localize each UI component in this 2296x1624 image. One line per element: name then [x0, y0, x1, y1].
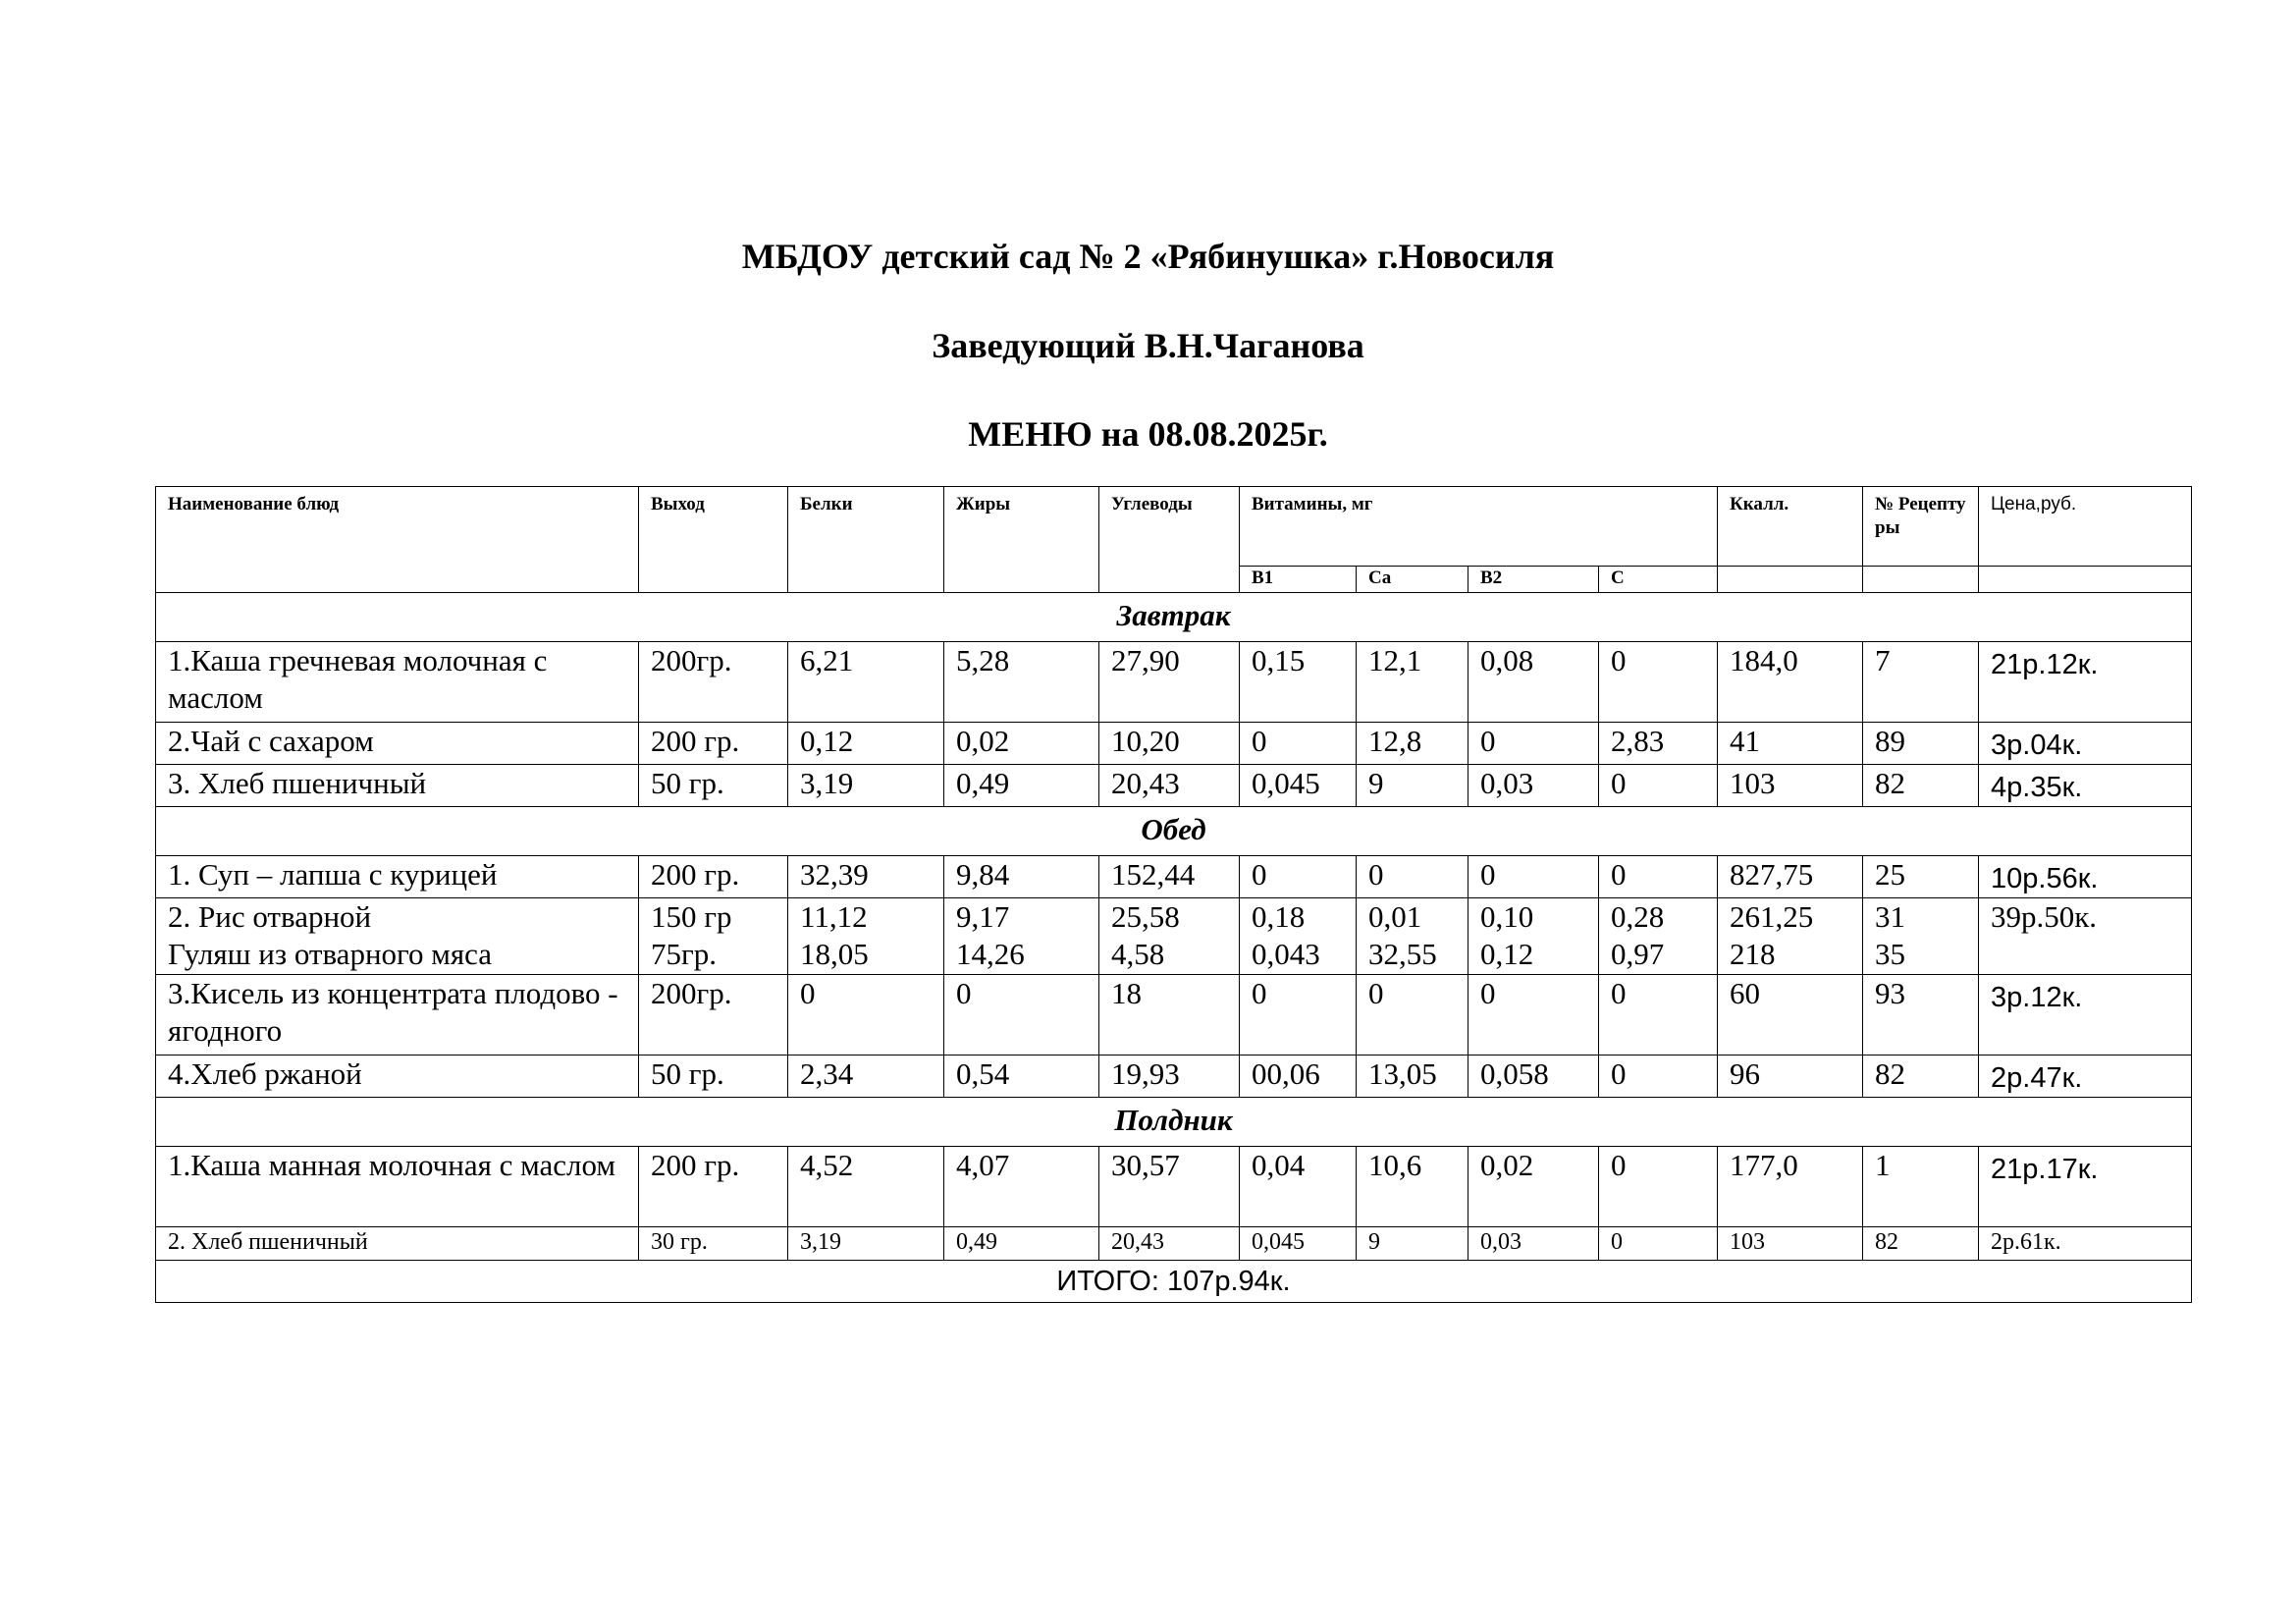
- dish-b1: 0,045: [1240, 765, 1357, 807]
- dish-yield: 200 гр.: [639, 856, 788, 898]
- dish-fat: 0,49: [944, 1227, 1099, 1261]
- dish-b1: 0: [1240, 723, 1357, 765]
- dish-fat-line: 14,26: [956, 937, 1025, 971]
- dish-name: 2. Хлеб пшеничный: [156, 1227, 639, 1261]
- dish-carbs: 10,20: [1099, 723, 1240, 765]
- dish-protein: 3,19: [788, 765, 944, 807]
- dish-b2: 0,03: [1468, 1227, 1599, 1261]
- dish-c: 0: [1599, 1147, 1718, 1227]
- table-row: [156, 765, 2192, 807]
- dish-carbs: 19,93: [1099, 1056, 1240, 1098]
- dish-fat: 5,28: [944, 642, 1099, 723]
- col-header-kcal: Ккалл.: [1718, 487, 1863, 567]
- dish-b1: 0,15: [1240, 642, 1357, 723]
- dish-fat: 0,49: [944, 765, 1099, 807]
- dish-name: 1. Суп – лапша с курицей: [156, 856, 639, 898]
- table-row: [156, 642, 2192, 723]
- dish-b1: 00,06: [1240, 1056, 1357, 1098]
- table-row: [156, 898, 2192, 975]
- dish-protein: 32,39: [788, 856, 944, 898]
- dish-c: 2,83: [1599, 723, 1718, 765]
- dish-protein: 0,12: [788, 723, 944, 765]
- dish-name: 1.Каша манная молочная с маслом: [156, 1147, 639, 1227]
- dish-c: 0: [1599, 765, 1718, 807]
- dish-recipe-line: 35: [1875, 937, 1905, 971]
- dish-protein: 6,21: [788, 642, 944, 723]
- col-header-c: С: [1599, 567, 1718, 593]
- dish-b1: 0: [1240, 975, 1357, 1056]
- dish-name: 3.Кисель из концентрата плодово - ягодного: [156, 975, 639, 1056]
- dish-fat: 0: [944, 975, 1099, 1056]
- dish-price: 10р.56к.: [1979, 856, 2192, 898]
- head-name: Заведующий В.Н.Чаганова: [932, 326, 1364, 365]
- dish-carbs: 20,43: [1099, 765, 1240, 807]
- dish-protein: 0: [788, 975, 944, 1056]
- dish-b2: 0: [1468, 975, 1599, 1056]
- dish-c-line: 0,28: [1611, 899, 1665, 934]
- dish-c: 0: [1599, 975, 1718, 1056]
- dish-protein-line: 18,05: [800, 937, 869, 971]
- table-header-row: [156, 487, 2192, 567]
- dish-ca: 9: [1357, 765, 1468, 807]
- dish-fat: [944, 898, 1099, 975]
- total-label: ИТОГО: 107р.94к.: [156, 1261, 2192, 1303]
- dish-b2-line: 0,12: [1480, 937, 1534, 971]
- col-header-yield: Выход: [639, 487, 788, 593]
- dish-ca-line: 32,55: [1368, 937, 1437, 971]
- dish-b1-line: 0,18: [1252, 899, 1306, 934]
- organization-title: МБДОУ детский сад № 2 «Рябинушка» г.Новосиля: [741, 237, 1555, 276]
- col-header-price: Цена,руб.: [1979, 487, 2192, 567]
- dish-name: 3. Хлеб пшеничный: [156, 765, 639, 807]
- dish-recipe: 93: [1863, 975, 1979, 1056]
- dish-kcal-line: 218: [1730, 937, 1776, 971]
- dish-yield: 50 гр.: [639, 765, 788, 807]
- dish-carbs-line: 25,58: [1111, 899, 1180, 934]
- dish-ca-line: 0,01: [1368, 899, 1422, 934]
- dish-protein: 4,52: [788, 1147, 944, 1227]
- dish-yield-line: 75гр.: [651, 937, 717, 971]
- dish-b1: [1240, 898, 1357, 975]
- dish-c: 0: [1599, 1056, 1718, 1098]
- dish-carbs: [1099, 898, 1240, 975]
- dish-carbs: 27,90: [1099, 642, 1240, 723]
- dish-protein-line: 11,12: [800, 899, 868, 934]
- dish-ca: [1357, 898, 1468, 975]
- dish-yield: 200 гр.: [639, 723, 788, 765]
- dish-price: 39р.50к.: [1979, 898, 2192, 975]
- dish-ca: 9: [1357, 1227, 1468, 1261]
- col-header-name: Наименование блюд: [156, 487, 639, 593]
- section-lunch: [156, 807, 2192, 856]
- dish-price: 3р.04к.: [1979, 723, 2192, 765]
- dish-kcal: 177,0: [1718, 1147, 1863, 1227]
- dish-recipe: 1: [1863, 1147, 1979, 1227]
- dish-b1: 0: [1240, 856, 1357, 898]
- dish-ca: 13,05: [1357, 1056, 1468, 1098]
- dish-ca: 12,8: [1357, 723, 1468, 765]
- col-header-price-sub: [1979, 567, 2192, 593]
- dish-kcal-line: 261,25: [1730, 899, 1814, 934]
- dish-recipe: 82: [1863, 1056, 1979, 1098]
- dish-protein: 3,19: [788, 1227, 944, 1261]
- col-header-kcal-sub: [1718, 567, 1863, 593]
- dish-yield: 200гр.: [639, 975, 788, 1056]
- dish-kcal: 96: [1718, 1056, 1863, 1098]
- dish-kcal: 41: [1718, 723, 1863, 765]
- dish-yield: 200 гр.: [639, 1147, 788, 1227]
- dish-b2: 0: [1468, 856, 1599, 898]
- dish-yield: 50 гр.: [639, 1056, 788, 1098]
- dish-fat: 0,02: [944, 723, 1099, 765]
- dish-carbs: 18: [1099, 975, 1240, 1056]
- dish-b1-line: 0,043: [1252, 937, 1320, 971]
- dish-kcal: 184,0: [1718, 642, 1863, 723]
- dish-c: 0: [1599, 1227, 1718, 1261]
- dish-b2: [1468, 898, 1599, 975]
- dish-kcal: [1718, 898, 1863, 975]
- dish-fat: 9,84: [944, 856, 1099, 898]
- dish-recipe-line: 31: [1875, 899, 1905, 934]
- dish-kcal: 103: [1718, 1227, 1863, 1261]
- col-header-fat: Жиры: [944, 487, 1099, 593]
- total-row: [156, 1261, 2192, 1303]
- section-label: Обед: [156, 807, 2192, 856]
- col-header-protein: Белки: [788, 487, 944, 593]
- dish-price: 3р.12к.: [1979, 975, 2192, 1056]
- dish-name: 1.Каша гречневая молочная с маслом: [156, 642, 639, 723]
- table-row: [156, 1147, 2192, 1227]
- col-header-b1: В1: [1240, 567, 1357, 593]
- dish-protein: 2,34: [788, 1056, 944, 1098]
- dish-recipe: 89: [1863, 723, 1979, 765]
- dish-name-line: Гуляш из отварного мяса: [168, 937, 492, 971]
- section-breakfast: [156, 593, 2192, 642]
- dish-carbs-line: 4,58: [1111, 937, 1165, 971]
- dish-fat: 4,07: [944, 1147, 1099, 1227]
- dish-ca: 0: [1357, 856, 1468, 898]
- dish-c-line: 0,97: [1611, 937, 1665, 971]
- col-header-b2: В2: [1468, 567, 1599, 593]
- dish-yield: 30 гр.: [639, 1227, 788, 1261]
- dish-c: 0: [1599, 642, 1718, 723]
- dish-kcal: 103: [1718, 765, 1863, 807]
- dish-b2: 0,058: [1468, 1056, 1599, 1098]
- table-row: [156, 1227, 2192, 1261]
- dish-b2: 0,08: [1468, 642, 1599, 723]
- dish-price: 21р.12к.: [1979, 642, 2192, 723]
- menu-title: МЕНЮ на 08.08.2025г.: [968, 414, 1328, 454]
- dish-recipe: 82: [1863, 1227, 1979, 1261]
- dish-b2: 0,02: [1468, 1147, 1599, 1227]
- dish-kcal: 827,75: [1718, 856, 1863, 898]
- dish-name-line: 2. Рис отварной: [168, 899, 372, 934]
- dish-carbs: 20,43: [1099, 1227, 1240, 1261]
- section-label: Завтрак: [156, 593, 2192, 642]
- dish-price: 2р.47к.: [1979, 1056, 2192, 1098]
- dish-ca: 0: [1357, 975, 1468, 1056]
- dish-price: 4р.35к.: [1979, 765, 2192, 807]
- dish-protein: [788, 898, 944, 975]
- col-header-recipe-sub: [1863, 567, 1979, 593]
- dish-kcal: 60: [1718, 975, 1863, 1056]
- dish-name: [156, 898, 639, 975]
- section-label: Полдник: [156, 1098, 2192, 1147]
- dish-c: [1599, 898, 1718, 975]
- dish-name: 4.Хлеб ржаной: [156, 1056, 639, 1098]
- col-header-carbs: Углеводы: [1099, 487, 1240, 593]
- dish-b1: 0,045: [1240, 1227, 1357, 1261]
- table-row: [156, 975, 2192, 1056]
- dish-recipe: 25: [1863, 856, 1979, 898]
- dish-fat: 0,54: [944, 1056, 1099, 1098]
- dish-b2: 0,03: [1468, 765, 1599, 807]
- dish-recipe: 7: [1863, 642, 1979, 723]
- dish-recipe: 82: [1863, 765, 1979, 807]
- dish-c: 0: [1599, 856, 1718, 898]
- menu-table: [155, 486, 2192, 1303]
- table-row: [156, 1056, 2192, 1098]
- dish-price: 21р.17к.: [1979, 1147, 2192, 1227]
- dish-price: 2р.61к.: [1979, 1227, 2192, 1261]
- dish-yield: [639, 898, 788, 975]
- dish-yield: 200гр.: [639, 642, 788, 723]
- section-snack: [156, 1098, 2192, 1147]
- col-header-recipe: № Рецепту ры: [1863, 487, 1979, 567]
- dish-ca: 10,6: [1357, 1147, 1468, 1227]
- table-row: [156, 723, 2192, 765]
- dish-recipe: [1863, 898, 1979, 975]
- dish-carbs: 30,57: [1099, 1147, 1240, 1227]
- dish-b1: 0,04: [1240, 1147, 1357, 1227]
- col-header-vitamins: Витамины, мг: [1240, 487, 1718, 567]
- dish-name: 2.Чай с сахаром: [156, 723, 639, 765]
- dish-yield-line: 150 гр: [651, 899, 732, 934]
- dish-b2: 0: [1468, 723, 1599, 765]
- table-row: [156, 856, 2192, 898]
- dish-ca: 12,1: [1357, 642, 1468, 723]
- col-header-ca: Са: [1357, 567, 1468, 593]
- dish-fat-line: 9,17: [956, 899, 1010, 934]
- dish-b2-line: 0,10: [1480, 899, 1534, 934]
- dish-carbs: 152,44: [1099, 856, 1240, 898]
